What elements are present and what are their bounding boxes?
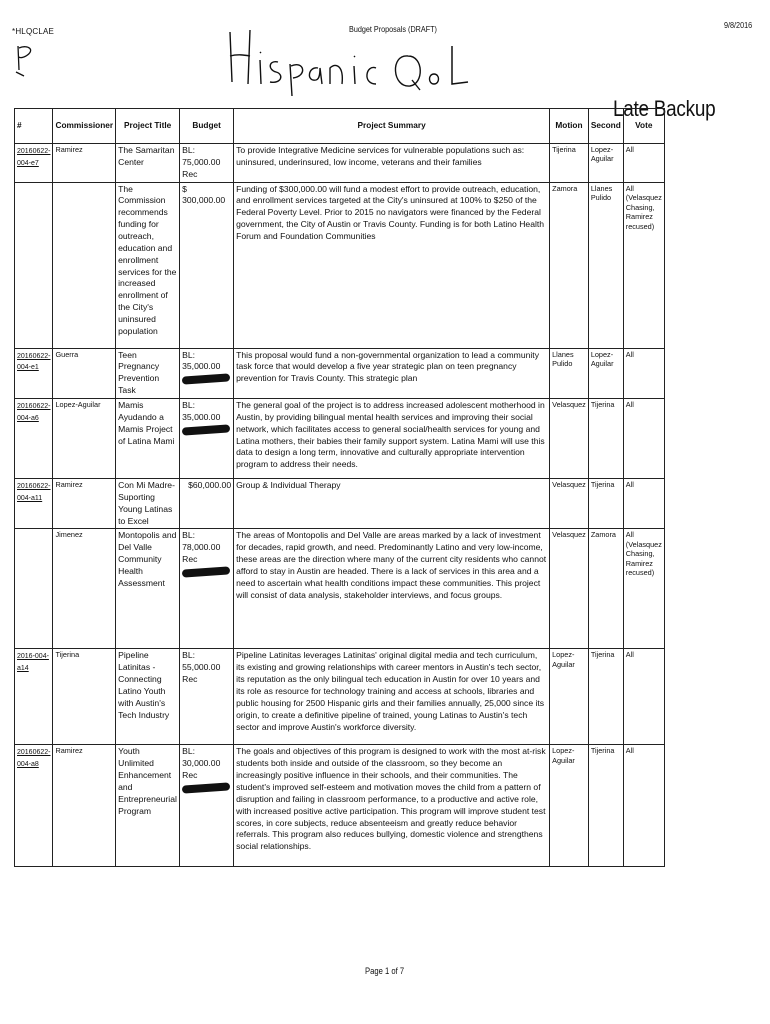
redaction-mark [182,374,230,385]
col-header-budget: Budget [180,109,234,144]
row-id: 20160622-004-e1 [17,352,51,372]
handwritten-title [220,26,470,96]
col-header-second: Second [588,109,623,144]
row-id: 20160622-004-a8 [17,749,51,769]
row-title: Teen Pregnancy Prevention Task [116,348,180,398]
row-id: 2016-004-a14 [17,653,49,673]
row-title: The Commission recommends funding for outreach, education and enrollment services for the increased enrollment of the City's uninsured population [116,182,180,348]
table-row [15,745,665,867]
col-header-commissioner: Commissioner [53,109,116,144]
table-row [15,182,665,348]
row-motion: Zamora [550,182,589,348]
redaction-mark [182,424,230,435]
row-id: 20160622-004-a6 [17,403,51,422]
row-commissioner: Ramirez [53,745,116,867]
row-summary: Group & Individual Therapy [234,479,550,529]
row-motion: Velasquez [550,479,589,529]
row-summary: The areas of Montopolis and Del Valle are areas marked by a lack of investment for decades, rapid growth, and need. Predominantly Latino and very low-income, these areas are the direction where many of the current city residents who cannot afford to stay in Austin are headed. There is a lack of services in this area and a need to ascertain what health conditions impact these communities. This project will consist of data analysis, stakeholder interviews, and focus groups. [234,529,550,649]
row-vote: All [623,649,664,745]
row-summary: The goals and objectives of this program is designed to work with the most at-risk students both inside and outside of the classroom, so they become an increasingly positive influence in their schools, and their communities. The student's improved self-esteem and motivation moves the child from a pattern of disruption and failing in classroom performance, to a productive and active role, with increased positive active participation. This program will improve student test scores, in core subjects, reduce absenteeism and greatly reduce behavior referrals. This program also reduces bullying, domestic violence and strengthens social relationships. [234,745,550,867]
redaction-mark [182,782,230,793]
col-header-motion: Motion [550,109,589,144]
row-second: Tijerina [588,399,623,479]
col-header-number: # [15,109,53,144]
row-motion: Velasquez [550,399,589,479]
table-row [15,348,665,398]
row-summary: Funding of $300,000.00 will fund a modest effort to provide outreach, education, and enrollment services targeted at the City's uninsured at 100% to $250 of the Federal Poverty Level. Prior to 2015 no navigators were financed by the Federal government, the City of Austin or Travis County. Funding is for both Latino Health Forum and Foundation Communities [234,182,550,348]
row-commissioner: Jimenez [53,529,116,649]
row-vote: All (Velasquez Chasing, Ramirez recused) [623,529,664,649]
budget-proposals-table [14,108,665,867]
row-motion: Lopez-Aguilar [550,745,589,867]
row-commissioner: Ramirez [53,144,116,183]
row-budget: BL: 78,000.00 Rec [182,530,221,565]
row-second: Tijerina [588,649,623,745]
row-second: Zamora [588,529,623,649]
row-commissioner: Tijerina [53,649,116,745]
col-header-vote: Vote [623,109,664,144]
row-commissioner: Guerra [53,348,116,398]
row-budget: BL: 30,000.00 Rec [182,746,221,781]
table-row [15,144,665,183]
row-budget: $60,000.00 [180,479,234,529]
row-commissioner [53,182,116,348]
table-header-row [15,109,665,144]
document-date: 9/8/2016 [724,20,753,30]
table-row [15,649,665,745]
row-motion: Tijerina [550,144,589,183]
row-vote: All [623,144,664,183]
late-backup-label: Late Backup [613,96,716,121]
handwritten-mark [14,40,44,80]
row-budget: BL: 75,000.00 Rec [180,144,234,183]
row-second: Tijerina [588,479,623,529]
row-title: Montopolis and Del Valle Community Health Assessment [116,529,180,649]
table-row [15,479,665,529]
row-commissioner: Ramirez [53,479,116,529]
row-second: Lopez-Aguilar [588,144,623,183]
row-budget: BL: 55,000.00 Rec [180,649,234,745]
row-title: Con Mi Madre-Suporting Young Latinas to Excel [116,479,180,529]
row-motion: Lopez-Aguilar [550,649,589,745]
row-budget: BL: 35,000.00 [182,400,221,422]
row-second: Lopez-Aguilar [588,348,623,398]
row-budget: $ 300,000.00 [180,182,234,348]
row-title: Mamis Ayudando a Mamis Project of Latina Mami [116,399,180,479]
row-commissioner: Lopez-Aguilar [53,399,116,479]
document-title: Budget Proposals (DRAFT) [349,24,437,34]
row-second: Tijerina [588,745,623,867]
col-header-project-summary: Project Summary [234,109,550,144]
row-motion: Llanes Pulido [550,348,589,398]
redaction-mark [182,566,230,577]
row-vote: All [623,479,664,529]
table-row [15,529,665,649]
row-title: The Samaritan Center [116,144,180,183]
row-summary: Pipeline Latinitas leverages Latinitas' original digital media and tech curriculum, its existing and growing relationships with career mentors in Austin's tech sector, its reputation as the only bilingual tech education in Austin for over 10 years and its role as resource for technology training and access at schools, libraries and public housing for 2500 Hispanic girls and their families annually, 25,000 since its origin, to create a definitive pipeline of trained, young Latinas to Austin's tech sector and improve Austin's workforce diversity. [234,649,550,745]
row-summary: This proposal would fund a non-governmental organization to lead a community task force that would develop a five year strategic plan on teen pregnancy prevention for Travis County. This strategic plan [234,348,550,398]
table-row [15,399,665,479]
fax-code: *HLQCLAE [12,27,55,36]
page-number: Page 1 of 7 [365,966,405,976]
col-header-project-title: Project Title [116,109,180,144]
row-title: Pipeline Latinitas - Connecting Latino Youth with Austin's Tech Industry [116,649,180,745]
row-vote: All (Velasquez Chasing, Ramirez recused) [623,182,664,348]
row-id: 20160622-004-e7 [17,148,51,167]
row-second: Llanes Pulido [588,182,623,348]
row-budget: BL: 35,000.00 [182,349,221,372]
row-motion: Velasquez [550,529,589,649]
row-summary: The general goal of the project is to address increased adolescent motherhood in Austin, by providing bilingual mental health services and improving their social network, which facilitates access to general social/health services for young and Latina mothers, their babies their family support system. Latina Mami will use this data to design a long term, innovative and culturally appropriate intervention program to address their needs. [234,399,550,479]
row-id: 20160622-004-a11 [17,483,51,502]
row-title: Youth Unlimited Enhancement and Entrepreneurial Program [116,745,180,867]
row-vote: All [623,348,664,398]
row-vote: All [623,745,664,867]
row-vote: All [623,399,664,479]
row-summary: To provide Integrative Medicine services for vulnerable populations such as: uninsured, underinsured, low income, veterans and their families [234,144,550,183]
